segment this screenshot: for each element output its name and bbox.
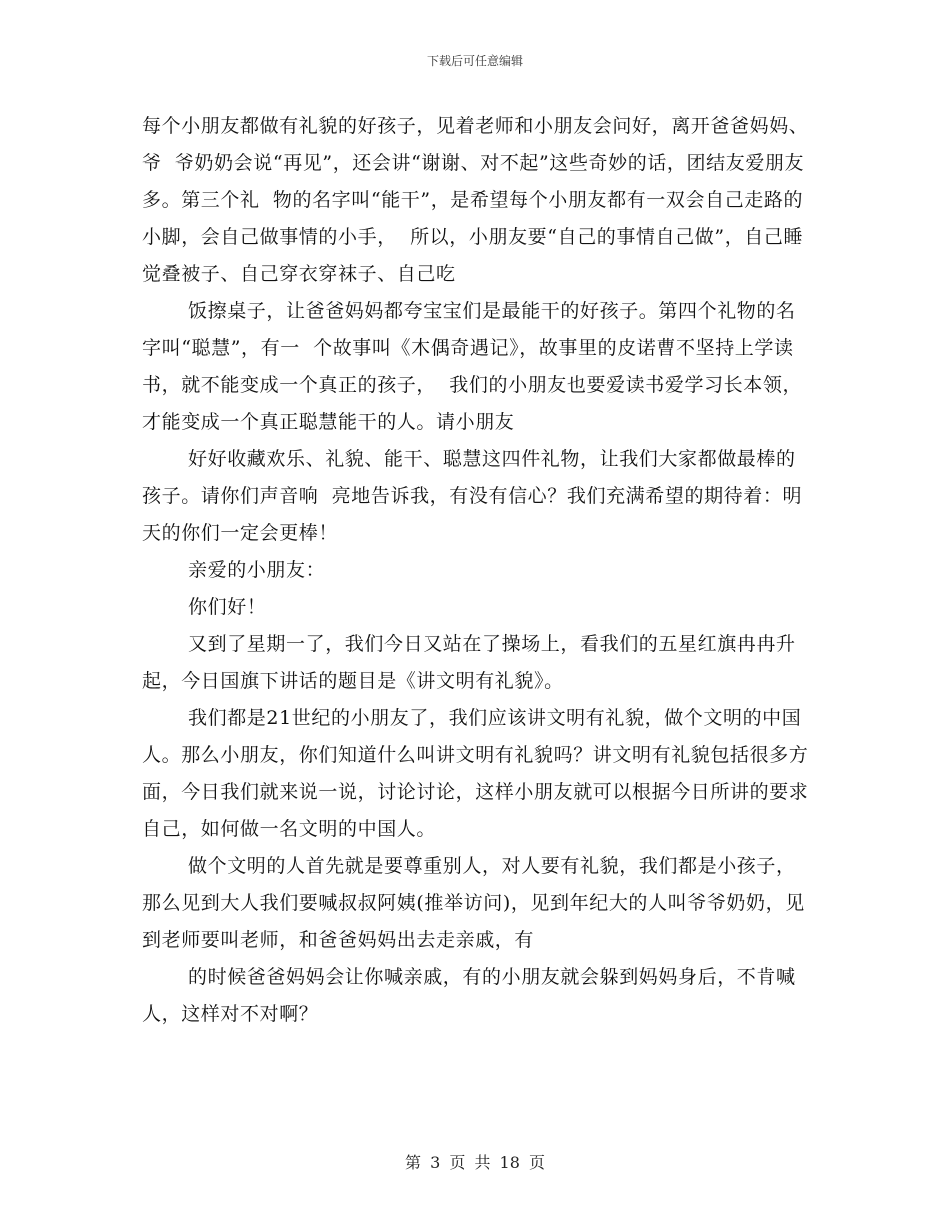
paragraph: 每个小朋友都做有礼貌的好孩子，见着老师和小朋友会问好，离开爸爸妈妈、爷 爷奶奶会说“再见”，还会讲“谢谢、对不起”这些奇妙的话，团结友爱朋友多。第三个礼 物的名字叫“能干”，是希望每个小朋友都有一双会自己走路的小脚，会自己做事情的小手， 所以，小朋友要“自己的事情自己做”，自己睡觉叠被子、自己穿衣穿袜子、自己吃 [142, 115, 809, 285]
paragraph-hello: 你们好！ [188, 596, 267, 618]
paragraph: 饭擦桌子，让爸爸妈妈都夸宝宝们是最能干的好孩子。第四个礼物的名字叫“聪慧”，有一 个故事叫《木偶奇遇记》，故事里的皮诺曹不坚持上学读书，就不能变成一个真正的孩子， 我们的小朋友也要爱读书爱学习长本领，才能变成一个真正聪慧能干的人。请小朋友 [142, 300, 803, 433]
paragraph: 又到了星期一了，我们今日又站在了操场上，看我们的五星红旗冉冉升起，今日国旗下讲话的题目是《讲文明有礼貌》。 [142, 633, 796, 692]
page-number-footer: 第 3 页 共 18 页 [405, 1153, 545, 1172]
paragraph: 好好收藏欢乐、礼貌、能干、聪慧这四件礼物，让我们大家都做最棒的孩子。请你们声音响 亮地告诉我，有没有信心？我们充满希望的期待着：明天的你们一定会更棒！ [142, 448, 803, 544]
paragraph: 做个文明的人首先就是要尊重别人，对人要有礼貌，我们都是小孩子，那么见到大人我们要喊叔叔阿姨(推举访问)，见到年纪大的人叫爷爷奶奶，见到老师要叫老师，和爸爸妈妈出去走亲戚，有 [142, 855, 805, 951]
paragraph: 的时候爸爸妈妈会让你喊亲戚，有的小朋友就会躲到妈妈身后，不肯喊人，这样对不对啊？ [142, 966, 796, 1025]
page-header: 下载后可任意编辑 [426, 54, 523, 68]
paragraph: 我们都是21世纪的小朋友了，我们应该讲文明有礼貌，做个文明的中国人。那么小朋友，你们知道什么叫讲文明有礼貌吗？讲文明有礼貌包括很多方面，今日我们就来说一说，讨论讨论，这样小朋友就可以根据今日所讲的要求自己，如何做一名文明的中国人。 [142, 707, 809, 840]
paragraph-greeting: 亲爱的小朋友： [188, 559, 326, 581]
document-body [142, 108, 812, 1033]
